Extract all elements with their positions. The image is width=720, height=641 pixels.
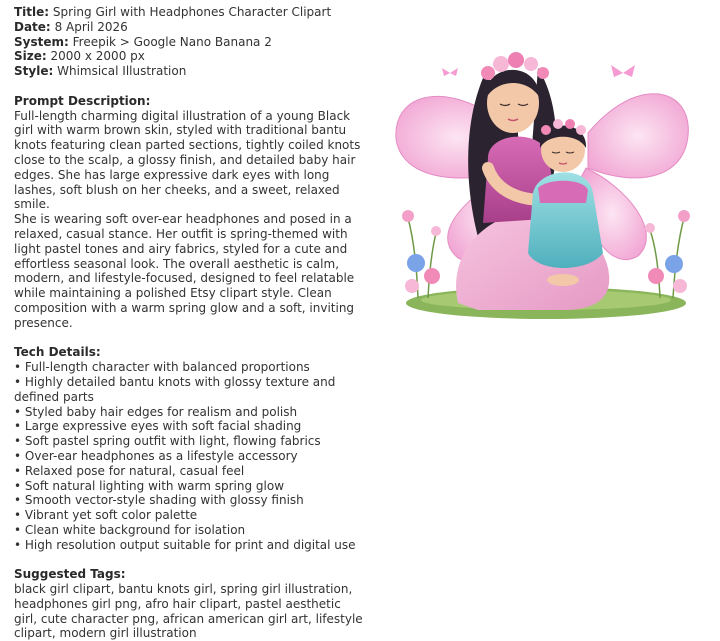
style-row bbox=[14, 64, 364, 79]
fairy-mother-child-illustration bbox=[388, 18, 700, 330]
list-item: • Large expressive eyes with soft facial shading bbox=[14, 419, 364, 434]
list-item: • Vibrant yet soft color palette bbox=[14, 508, 364, 523]
tags-text: black girl clipart, bantu knots girl, spring girl illustration, headphones girl png, afro hair clipart, pastel aesthetic girl, cute character png, african american girl art, lifestyle clipart, modern girl illustration bbox=[14, 582, 363, 641]
title-value: Spring Girl with Headphones Character Clipart bbox=[52, 5, 332, 19]
list-item: • Relaxed pose for natural, casual feel bbox=[14, 464, 364, 479]
list-item: • Full-length character with balanced proportions bbox=[14, 360, 364, 375]
tech-heading: Tech Details: bbox=[14, 345, 101, 360]
system-value: Freepik > Google Nano Banana 2 bbox=[72, 34, 272, 49]
style-value: Whimsical Illustration bbox=[57, 64, 187, 79]
size-value: 2000 x 2000 px bbox=[50, 49, 145, 64]
list-item: • Over-ear headphones as a lifestyle accessory bbox=[14, 449, 364, 464]
flowers-right bbox=[645, 210, 690, 298]
tags-heading: Suggested Tags: bbox=[14, 567, 126, 582]
list-item: • Soft natural lighting with warm spring glow bbox=[14, 479, 364, 494]
system-row bbox=[14, 35, 364, 50]
date-value: 8 April 2026 bbox=[54, 19, 128, 34]
list-item: • Clean white background for isolation bbox=[14, 523, 364, 538]
prompt-paragraph-2: She is wearing soft over-ear headphones and posed in a relaxed, casual stance. Her outfit is spring-themed with light pastel tones and airy fabrics, styled for a cute and effortless seasonal look. The overall aesthetic is calm, modern, and lifestyle-focused, designed to feel relatable while maintaining a polished Etsy clipart style. Clean composition with a warm spring glow and a soft, inviting presence. bbox=[14, 212, 355, 330]
list-item: • Highly detailed bantu knots with glossy texture and defined parts bbox=[14, 375, 364, 405]
tech-list bbox=[14, 360, 364, 552]
style-label: Style: bbox=[14, 64, 54, 79]
list-item: • Smooth vector-style shading with glossy finish bbox=[14, 493, 364, 508]
prompt-paragraph-1: Full-length charming digital illustration of a young Black girl with warm brown skin, styled with traditional bantu knots featuring clean parted sections, tightly coiled knots close to the scalp, a glossy finish, and detailed baby hair edges. She has large expressive dark eyes with long lashes, soft blush on her cheeks, and a sweet, relaxed smile. bbox=[14, 108, 361, 212]
list-item: • Soft pastel spring outfit with light, flowing fabrics bbox=[14, 434, 364, 449]
date-row bbox=[14, 20, 364, 35]
prompt-heading: Prompt Description: bbox=[14, 93, 151, 108]
system-label: System: bbox=[14, 34, 69, 49]
date-label: Date: bbox=[14, 19, 51, 34]
flowers-left bbox=[402, 210, 441, 298]
title-label: Title: bbox=[14, 5, 50, 19]
list-item: • Styled baby hair edges for realism and polish bbox=[14, 405, 364, 420]
document-text bbox=[14, 5, 364, 641]
size-label: Size: bbox=[14, 49, 47, 64]
list-item: • High resolution output suitable for print and digital use bbox=[14, 538, 364, 553]
size-row bbox=[14, 49, 364, 64]
title-row bbox=[14, 5, 364, 20]
